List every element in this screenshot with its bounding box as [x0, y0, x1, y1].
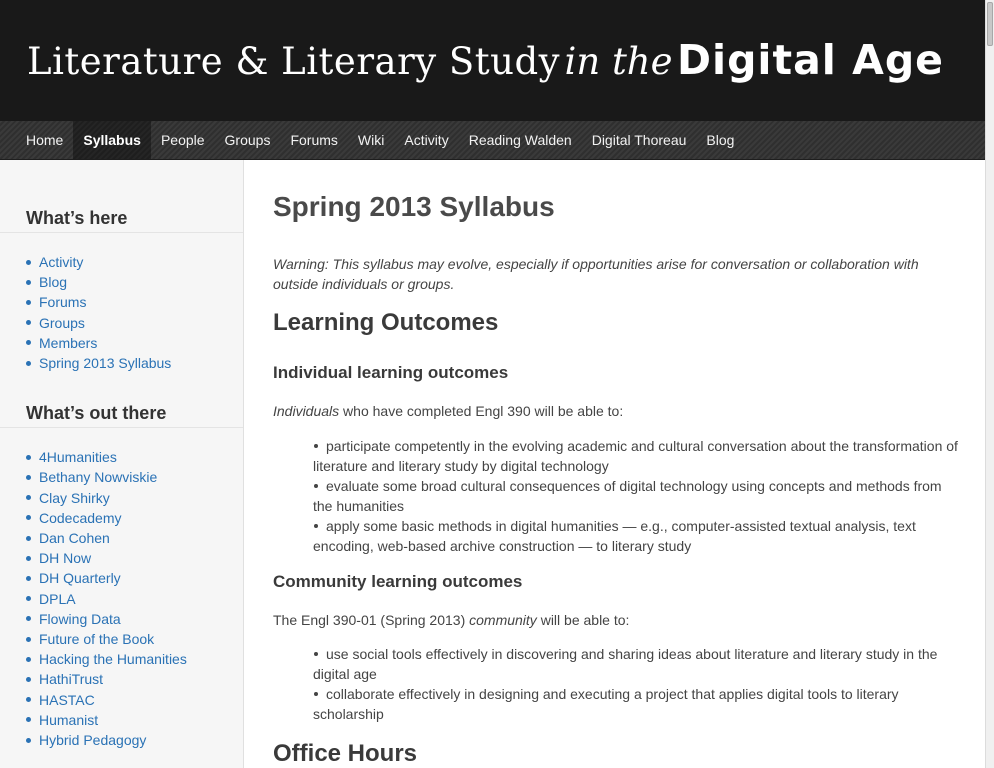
- list-item: [313, 516, 963, 556]
- individual-outcomes-heading: Individual learning outcomes: [273, 363, 509, 382]
- bullet-icon: [26, 738, 31, 743]
- scrollbar-thumb[interactable]: [987, 2, 993, 46]
- sidebar-link-hacking-the-humanities[interactable]: [26, 649, 243, 669]
- sidebar-link-forums[interactable]: [26, 292, 243, 312]
- outcome-text: use social tools effectively in discovering and sharing ideas about literature and literary study in the digital age: [313, 646, 938, 682]
- sidebar-link-label: HathiTrust: [39, 671, 104, 688]
- sidebar-link-label: DH Now: [39, 550, 92, 567]
- nav-item-wiki[interactable]: Wiki: [357, 132, 385, 148]
- sidebar-link-dh-quarterly[interactable]: [26, 568, 243, 588]
- nav-item-reading-walden[interactable]: Reading Walden: [468, 132, 572, 148]
- bullet-icon: [26, 280, 31, 285]
- nav-item-activity[interactable]: Activity: [404, 132, 449, 148]
- sidebar-link-syllabus[interactable]: [26, 353, 243, 373]
- bullet-icon: [314, 692, 318, 696]
- individual-intro-rest: who have completed Engl 390 will be able to:: [339, 403, 624, 419]
- sidebar-link-label: Hacking the Humanities: [39, 651, 187, 668]
- site-title-part3: Digital Age: [677, 36, 944, 84]
- bullet-icon: [26, 536, 31, 541]
- bullet-icon: [26, 455, 31, 460]
- bullet-icon: [26, 515, 31, 520]
- sidebar-link-dpla[interactable]: [26, 589, 243, 609]
- whats-here-list: [0, 233, 243, 373]
- sidebar-link-blog[interactable]: [26, 272, 243, 292]
- community-intro-pre: The Engl 390-01 (Spring 2013): [273, 612, 470, 628]
- site-title[interactable]: [27, 36, 944, 84]
- main-content: [245, 160, 985, 768]
- sidebar-link-label: Members: [39, 334, 98, 351]
- nav-item-forums[interactable]: Forums: [290, 132, 338, 148]
- nav-item-people[interactable]: People: [160, 132, 205, 148]
- sidebar-link-label: Future of the Book: [39, 631, 155, 648]
- nav-item-home[interactable]: Home: [26, 132, 64, 148]
- bullet-icon: [26, 657, 31, 662]
- learning-outcomes-heading: Learning Outcomes: [273, 309, 499, 336]
- bullet-icon: [26, 320, 31, 325]
- sidebar-link-codecademy[interactable]: [26, 508, 243, 528]
- bullet-icon: [26, 576, 31, 581]
- sidebar-link-clay-shirky[interactable]: [26, 488, 243, 508]
- sidebar-link-future-of-the-book[interactable]: [26, 629, 243, 649]
- bullet-icon: [26, 717, 31, 722]
- main-nav: [0, 121, 985, 160]
- bullet-icon: [314, 652, 318, 656]
- bullet-icon: [26, 260, 31, 265]
- bullet-icon: [314, 524, 318, 528]
- page-title: Spring 2013 Syllabus: [273, 191, 555, 222]
- sidebar-link-4humanities[interactable]: [26, 447, 243, 467]
- outcome-text: apply some basic methods in digital humanities — e.g., computer-assisted textual analysis, text encoding, web-based archive construction — to literary study: [313, 518, 916, 554]
- sidebar-link-label: Clay Shirky: [39, 489, 110, 506]
- sidebar-link-label: HASTAC: [39, 691, 95, 708]
- individual-outcomes-list: [313, 436, 963, 556]
- community-intro-post: will be able to:: [536, 612, 630, 628]
- community-outcomes-list: [313, 644, 963, 724]
- sidebar-link-label: DPLA: [39, 590, 76, 607]
- sidebar-link-label: Forums: [39, 294, 87, 311]
- main-nav-list: [0, 121, 985, 159]
- site-title-part2: in the: [564, 40, 673, 83]
- nav-item-groups[interactable]: Groups: [224, 132, 271, 148]
- sidebar-link-hathitrust[interactable]: [26, 669, 243, 689]
- bullet-icon: [26, 495, 31, 500]
- syllabus-warning: Warning: This syllabus may evolve, especially if opportunities arise for conversation or collaboration with outside individuals or groups.: [273, 256, 919, 292]
- bullet-icon: [26, 596, 31, 601]
- community-outcomes-intro: [273, 610, 629, 630]
- bullet-icon: [26, 697, 31, 702]
- bullet-icon: [26, 300, 31, 305]
- outcome-text: collaborate effectively in designing and executing a project that applies digital tools to literary scholarship: [313, 686, 899, 722]
- sidebar-link-activity[interactable]: [26, 252, 243, 272]
- sidebar-link-hastac[interactable]: [26, 690, 243, 710]
- sidebar-link-label: Hybrid Pedagogy: [39, 732, 147, 749]
- sidebar-link-label: Humanist: [39, 711, 99, 728]
- individual-outcomes-intro: [273, 401, 623, 421]
- sidebar-link-hybrid-pedagogy[interactable]: [26, 730, 243, 750]
- sidebar-link-label: Codecademy: [39, 509, 122, 526]
- sidebar-link-dh-now[interactable]: [26, 548, 243, 568]
- bullet-icon: [26, 361, 31, 366]
- nav-item-digital-thoreau[interactable]: Digital Thoreau: [591, 132, 687, 148]
- bullet-icon: [26, 475, 31, 480]
- sidebar-link-members[interactable]: [26, 333, 243, 353]
- bullet-icon: [26, 677, 31, 682]
- sidebar-link-label: Bethany Nowviskie: [39, 469, 158, 486]
- sidebar-link-label: Groups: [39, 314, 85, 331]
- sidebar-link-label: Blog: [39, 274, 68, 291]
- sidebar-link-label: Dan Cohen: [39, 530, 110, 547]
- bullet-icon: [26, 616, 31, 621]
- sidebar-link-label: DH Quarterly: [39, 570, 121, 587]
- whats-here-title: What’s here: [0, 204, 243, 233]
- nav-item-blog[interactable]: Blog: [706, 132, 735, 148]
- bullet-icon: [26, 637, 31, 642]
- list-item: [313, 684, 963, 724]
- vertical-scrollbar[interactable]: [985, 0, 994, 768]
- site-title-part1: Literature & Literary Study: [27, 40, 561, 83]
- sidebar-link-label: Activity: [39, 254, 84, 270]
- sidebar-link-flowing-data[interactable]: [26, 609, 243, 629]
- office-hours-heading: Office Hours: [273, 740, 418, 767]
- whats-out-there-list: [0, 428, 243, 750]
- individuals-emphasis: Individuals: [273, 403, 340, 419]
- sidebar-link-dan-cohen[interactable]: [26, 528, 243, 548]
- community-emphasis: community: [469, 612, 537, 628]
- sidebar-link-humanist[interactable]: [26, 710, 243, 730]
- site-header: [0, 0, 985, 121]
- nav-item-syllabus[interactable]: Syllabus: [73, 121, 151, 159]
- sidebar-link-label: 4Humanities: [39, 449, 117, 466]
- sidebar-link-bethany-nowviskie[interactable]: [26, 467, 243, 487]
- bullet-icon: [314, 444, 318, 448]
- sidebar-link-label: Flowing Data: [39, 610, 121, 627]
- list-item: [313, 436, 963, 476]
- sidebar-link-label: Spring 2013 Syllabus: [39, 355, 172, 372]
- outcome-text: participate competently in the evolving academic and cultural conversation about the transformation of literature and literary study by digital technology: [313, 438, 958, 474]
- bullet-icon: [26, 340, 31, 345]
- list-item: [313, 644, 963, 684]
- community-outcomes-heading: Community learning outcomes: [273, 572, 523, 591]
- list-item: [313, 476, 963, 516]
- sidebar-link-groups[interactable]: [26, 313, 243, 333]
- bullet-icon: [314, 484, 318, 488]
- sidebar: [0, 160, 244, 768]
- bullet-icon: [26, 556, 31, 561]
- whats-out-there-title: What’s out there: [0, 399, 243, 428]
- outcome-text: evaluate some broad cultural consequences of digital technology using concepts and methods from the humanities: [313, 478, 942, 514]
